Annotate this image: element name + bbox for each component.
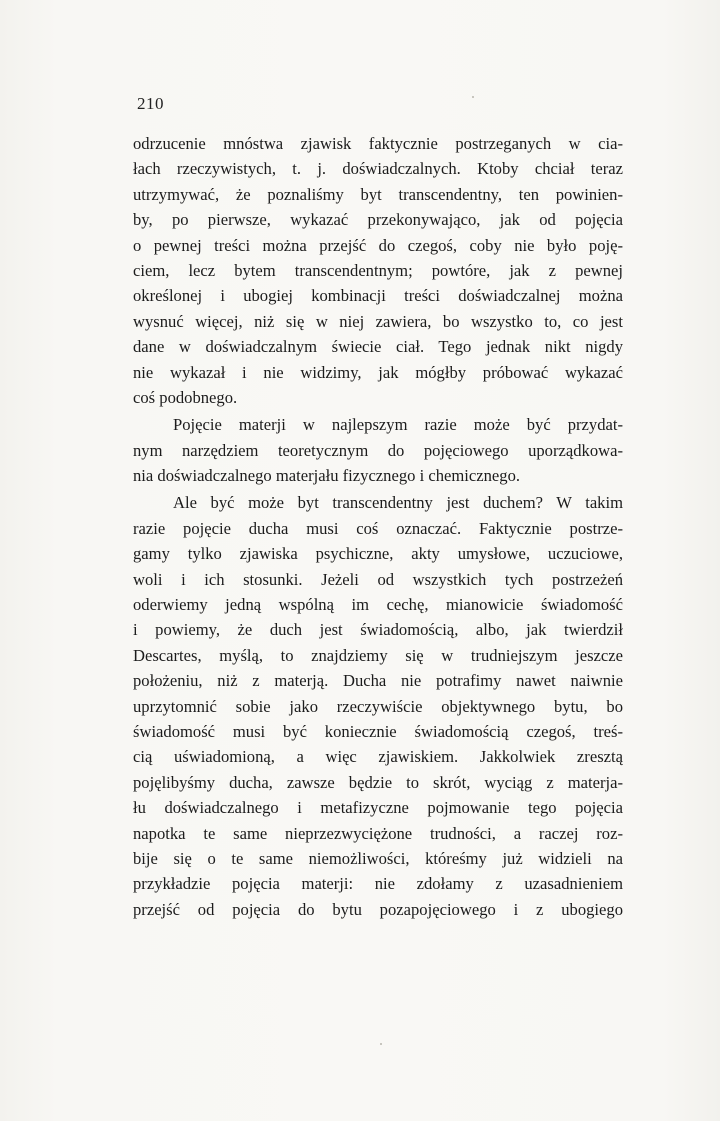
text-line: uprzytomnić sobie jako rzeczywiście objektywnego bytu, bo: [133, 696, 623, 716]
text-line: ciem, lecz bytem transcendentnym; powtóre, jak z pewnej: [133, 260, 623, 280]
text-line: odrzucenie mnóstwa zjawisk faktycznie postrzeganych w cia-: [133, 134, 623, 153]
text-line: świadomość musi być koniecznie świadomością czegoś, treś-: [133, 721, 623, 741]
text-line: coś podobnego.: [133, 387, 238, 407]
text-line: wysnuć więcej, niż się w niej zawiera, bo wszystko to, co jest: [133, 311, 623, 331]
text-line: razie pojęcie ducha musi coś oznaczać. Faktycznie postrze-: [133, 518, 623, 538]
text-line: położeniu, niż z materją. Ducha nie potrafimy nawet naiwnie: [133, 671, 623, 691]
text-line: cią uświadomioną, a więc zjawiskiem. Jakkolwiek zresztą: [133, 747, 623, 767]
text-line: utrzymywać, że poznaliśmy byt transcendentny, ten powinien-: [133, 184, 623, 204]
paragraph-2: [133, 412, 623, 488]
text-line: napotka te same nieprzezwyciężone trudności, a raczej roz-: [133, 823, 623, 843]
text-line: gamy tylko zjawiska psychiczne, akty umysłowe, uczuciowe,: [133, 544, 623, 564]
body-text: [133, 131, 623, 922]
text-line: bije się o te same niemożliwości, któreśmy już widzieli na: [133, 848, 623, 868]
text-line: by, po pierwsze, wykazać przekonywająco, jak od pojęcia: [133, 210, 623, 230]
text-line: nia doświadczalnego materjału fizycznego i chemicznego.: [133, 466, 521, 486]
page-number: 210: [137, 94, 164, 113]
paragraph-1: [133, 131, 623, 410]
text-line: i powiemy, że duch jest świadomością, albo, jak twierdził: [133, 620, 623, 640]
text-line: Descartes, myślą, to znajdziemy się w trudniejszym jeszcze: [133, 645, 623, 665]
text-line: Pojęcie materji w najlepszym razie może być przydat-: [173, 415, 623, 435]
text-line: oderwiemy jedną wspólną im cechę, mianowicie świadomość: [133, 595, 623, 615]
text-line: pojęlibyśmy ducha, zawsze będzie to skrót, wyciąg z materja-: [133, 772, 623, 792]
text-line: łach rzeczywistych, t. j. doświadczalnych. Ktoby chciał teraz: [133, 159, 623, 179]
text-line: Ale być może byt transcendentny jest duchem? W takim: [173, 493, 623, 513]
text-line: nym narzędziem teoretycznym do pojęciowego uporządkowa-: [133, 440, 623, 460]
paper-speck: [380, 1043, 382, 1045]
text-line: łu doświadczalnego i metafizyczne pojmowanie tego pojęcia: [133, 798, 623, 818]
text-line: przykładzie pojęcia materji: nie zdołamy z uzasadnieniem: [133, 874, 623, 894]
paragraph-3: [133, 490, 623, 922]
text-line: woli i ich stosunki. Jeżeli od wszystkich tych postrzeżeń: [133, 569, 623, 589]
text-line: przejść od pojęcia do bytu pozapojęciowego i z ubogiego: [133, 899, 623, 919]
text-line: dane w doświadczalnym świecie ciał. Tego jednak nikt nigdy: [133, 337, 623, 357]
text-line: nie wykazał i nie widzimy, jak mógłby próbować wykazać: [133, 362, 623, 382]
text-line: o pewnej treści można przejść do czegoś, coby nie było poję-: [133, 235, 623, 255]
paper-speck: [472, 96, 474, 98]
text-line: określonej i ubogiej kombinacji treści doświadczalnej można: [133, 286, 623, 306]
